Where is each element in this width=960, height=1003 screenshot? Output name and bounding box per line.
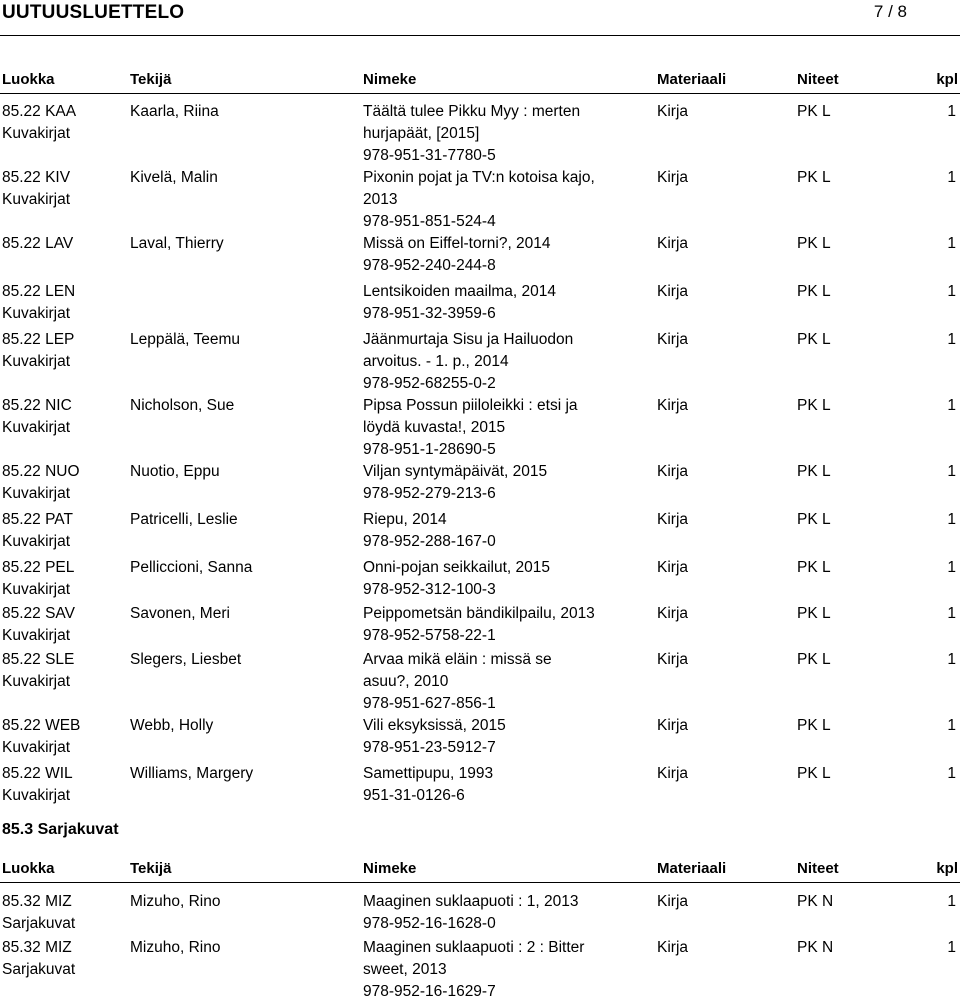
cell-nimeke-line: Täältä tulee Pikku Myy : merten xyxy=(363,103,581,120)
cell-materiaali: Kirja xyxy=(657,939,689,956)
cell-kpl: 1 xyxy=(947,765,956,782)
cell-luokka xyxy=(2,329,127,373)
cell-kpl: 1 xyxy=(947,605,956,622)
cell-niteet: PK L xyxy=(797,651,831,668)
cell-nimeke xyxy=(363,937,643,1003)
cell-materiaali: Kirja xyxy=(657,463,689,480)
cell-nimeke-line: Samettipupu, 1993 xyxy=(363,765,494,782)
cell-kpl: 1 xyxy=(947,331,956,348)
cell-nimeke xyxy=(363,649,643,715)
column-nimeke: Nimeke xyxy=(363,71,417,88)
column-kpl: kpl xyxy=(936,71,958,88)
column-header-rule-2 xyxy=(0,882,960,883)
cell-kpl: 1 xyxy=(947,397,956,414)
cell-materiaali: Kirja xyxy=(657,893,689,910)
cell-nimeke-line: Lentsikoiden maailma, 2014 xyxy=(363,283,557,300)
cell-luokka-line: 85.22 KAA xyxy=(2,103,77,120)
cell-kpl: 1 xyxy=(947,169,956,186)
cell-nimeke xyxy=(363,557,643,601)
column-header-row-1 xyxy=(0,71,960,93)
cell-nimeke-line: 978-951-31-7780-5 xyxy=(363,147,496,164)
cell-tekija: Mizuho, Rino xyxy=(130,893,221,910)
cell-nimeke xyxy=(363,101,643,167)
cell-luokka-line: Kuvakirjat xyxy=(2,787,71,804)
cell-luokka-line: Kuvakirjat xyxy=(2,353,71,370)
cell-tekija: Laval, Thierry xyxy=(130,235,224,252)
cell-luokka-line: 85.22 LAV xyxy=(2,235,74,252)
cell-nimeke-line: 978-951-627-856-1 xyxy=(363,695,496,712)
cell-materiaali: Kirja xyxy=(657,235,689,252)
cell-luokka xyxy=(2,461,127,505)
cell-luokka-line: Kuvakirjat xyxy=(2,533,71,550)
cell-kpl: 1 xyxy=(947,559,956,576)
column-kpl: kpl xyxy=(936,860,958,877)
cell-kpl: 1 xyxy=(947,939,956,956)
column-header-row-2 xyxy=(0,860,960,882)
cell-nimeke xyxy=(363,167,643,233)
cell-tekija: Nicholson, Sue xyxy=(130,397,235,414)
cell-nimeke-line: arvoitus. - 1. p., 2014 xyxy=(363,353,509,370)
cell-luokka-line: 85.22 WIL xyxy=(2,765,73,782)
cell-luokka xyxy=(2,281,127,325)
cell-nimeke xyxy=(363,763,643,807)
cell-tekija: Kivelä, Malin xyxy=(130,169,218,186)
cell-luokka-line: Sarjakuvat xyxy=(2,961,76,978)
cell-luokka-line: 85.22 NIC xyxy=(2,397,72,414)
column-luokka: Luokka xyxy=(2,71,55,88)
cell-tekija: Patricelli, Leslie xyxy=(130,511,238,528)
cell-nimeke-line: Arvaa mikä eläin : missä se xyxy=(363,651,552,668)
cell-nimeke-line: Pipsa Possun piiloleikki : etsi ja xyxy=(363,397,578,414)
cell-luokka-line: Kuvakirjat xyxy=(2,581,71,598)
cell-luokka xyxy=(2,101,127,145)
cell-materiaali: Kirja xyxy=(657,651,689,668)
cell-niteet: PK L xyxy=(797,463,831,480)
cell-materiaali: Kirja xyxy=(657,283,689,300)
cell-materiaali: Kirja xyxy=(657,717,689,734)
cell-niteet: PK N xyxy=(797,893,834,910)
cell-niteet: PK L xyxy=(797,605,831,622)
cell-luokka-line: Kuvakirjat xyxy=(2,191,71,208)
cell-nimeke xyxy=(363,603,643,647)
cell-luokka-line: Kuvakirjat xyxy=(2,125,71,142)
cell-kpl: 1 xyxy=(947,717,956,734)
cell-luokka xyxy=(2,557,127,601)
cell-niteet: PK L xyxy=(797,765,831,782)
cell-nimeke xyxy=(363,891,643,935)
cell-nimeke xyxy=(363,395,643,461)
cell-luokka-line: 85.22 LEN xyxy=(2,283,76,300)
cell-nimeke-line: 978-952-16-1629-7 xyxy=(363,983,496,1000)
cell-niteet: PK L xyxy=(797,169,831,186)
cell-luokka-line: Kuvakirjat xyxy=(2,305,71,322)
cell-tekija: Savonen, Meri xyxy=(130,605,230,622)
cell-nimeke xyxy=(363,509,643,553)
cell-nimeke-line: Viljan syntymäpäivät, 2015 xyxy=(363,463,548,480)
cell-kpl: 1 xyxy=(947,651,956,668)
cell-materiaali: Kirja xyxy=(657,605,689,622)
cell-nimeke-line: 978-952-240-244-8 xyxy=(363,257,496,274)
cell-luokka xyxy=(2,395,127,439)
cell-niteet: PK N xyxy=(797,939,834,956)
cell-nimeke-line: 978-951-23-5912-7 xyxy=(363,739,496,756)
cell-niteet: PK L xyxy=(797,397,831,414)
column-tekija: Tekijä xyxy=(130,860,172,877)
document-title: UUTUUSLUETTELO xyxy=(2,2,185,23)
cell-luokka-line: 85.22 KIV xyxy=(2,169,71,186)
cell-tekija: Nuotio, Eppu xyxy=(130,463,220,480)
cell-luokka-line: 85.22 WEB xyxy=(2,717,81,734)
cell-nimeke-line: 2013 xyxy=(363,191,398,208)
cell-tekija: Williams, Margery xyxy=(130,765,254,782)
cell-luokka-line: Kuvakirjat xyxy=(2,673,71,690)
cell-niteet: PK L xyxy=(797,283,831,300)
cell-luokka xyxy=(2,763,127,807)
cell-kpl: 1 xyxy=(947,235,956,252)
cell-nimeke-line: 978-952-279-213-6 xyxy=(363,485,496,502)
column-materiaali: Materiaali xyxy=(657,71,727,88)
cell-nimeke-line: 978-952-312-100-3 xyxy=(363,581,496,598)
cell-kpl: 1 xyxy=(947,283,956,300)
cell-nimeke-line: 978-952-16-1628-0 xyxy=(363,915,496,932)
cell-tekija: Slegers, Liesbet xyxy=(130,651,242,668)
cell-niteet: PK L xyxy=(797,103,831,120)
cell-niteet: PK L xyxy=(797,331,831,348)
cell-nimeke-line: 978-952-68255-0-2 xyxy=(363,375,496,392)
cell-niteet: PK L xyxy=(797,235,831,252)
cell-materiaali: Kirja xyxy=(657,511,689,528)
cell-luokka-line: 85.22 PEL xyxy=(2,559,75,576)
page-number: 7 / 8 xyxy=(873,2,907,21)
cell-luokka xyxy=(2,891,127,935)
cell-nimeke-line: 951-31-0126-6 xyxy=(363,787,465,804)
cell-luokka xyxy=(2,509,127,553)
header-rule xyxy=(0,35,960,36)
cell-nimeke-line: Pixonin pojat ja TV:n kotoisa kajo, xyxy=(363,169,595,186)
cell-luokka-line: 85.22 NUO xyxy=(2,463,80,480)
cell-nimeke-line: Peippometsän bändikilpailu, 2013 xyxy=(363,605,595,622)
page-header xyxy=(0,0,960,32)
column-nimeke: Nimeke xyxy=(363,860,417,877)
cell-luokka-line: Kuvakirjat xyxy=(2,485,71,502)
cell-luokka-line: 85.32 MIZ xyxy=(2,893,72,910)
cell-tekija: Mizuho, Rino xyxy=(130,939,221,956)
cell-luokka-line: 85.22 LEP xyxy=(2,331,75,348)
cell-materiaali: Kirja xyxy=(657,397,689,414)
cell-luokka xyxy=(2,715,127,759)
cell-nimeke xyxy=(363,281,643,325)
cell-materiaali: Kirja xyxy=(657,169,689,186)
cell-nimeke-line: 978-951-32-3959-6 xyxy=(363,305,496,322)
cell-luokka xyxy=(2,167,127,211)
cell-luokka-line: 85.22 SAV xyxy=(2,605,75,622)
column-header-rule-1 xyxy=(0,93,960,94)
cell-materiaali: Kirja xyxy=(657,559,689,576)
cell-nimeke xyxy=(363,233,643,277)
cell-tekija: Kaarla, Riina xyxy=(130,103,219,120)
cell-materiaali: Kirja xyxy=(657,103,689,120)
cell-kpl: 1 xyxy=(947,103,956,120)
cell-luokka-line: Kuvakirjat xyxy=(2,419,71,436)
cell-kpl: 1 xyxy=(947,463,956,480)
column-materiaali: Materiaali xyxy=(657,860,727,877)
cell-luokka xyxy=(2,233,127,255)
cell-kpl: 1 xyxy=(947,511,956,528)
column-tekija: Tekijä xyxy=(130,71,172,88)
cell-luokka-line: Sarjakuvat xyxy=(2,915,76,932)
column-niteet: Niteet xyxy=(797,860,839,877)
cell-kpl: 1 xyxy=(947,893,956,910)
cell-luokka-line: 85.22 SLE xyxy=(2,651,75,668)
cell-nimeke-line: 978-952-5758-22-1 xyxy=(363,627,496,644)
column-niteet: Niteet xyxy=(797,71,839,88)
cell-nimeke xyxy=(363,329,643,395)
cell-tekija: Pelliccioni, Sanna xyxy=(130,559,253,576)
cell-luokka xyxy=(2,649,127,693)
cell-nimeke-line: 978-952-288-167-0 xyxy=(363,533,496,550)
cell-nimeke-line: Vili eksyksissä, 2015 xyxy=(363,717,506,734)
cell-nimeke-line: Maaginen suklaapuoti : 1, 2013 xyxy=(363,893,579,910)
cell-nimeke-line: 978-951-1-28690-5 xyxy=(363,441,496,458)
cell-nimeke-line: Onni-pojan seikkailut, 2015 xyxy=(363,559,550,576)
cell-nimeke-line: 978-951-851-524-4 xyxy=(363,213,496,230)
column-luokka: Luokka xyxy=(2,860,55,877)
cell-nimeke-line: Maaginen suklaapuoti : 2 : Bitter xyxy=(363,939,585,956)
cell-nimeke-line: Riepu, 2014 xyxy=(363,511,447,528)
cell-nimeke-line: Jäänmurtaja Sisu ja Hailuodon xyxy=(363,331,574,348)
cell-luokka-line: 85.22 PAT xyxy=(2,511,73,528)
cell-niteet: PK L xyxy=(797,559,831,576)
cell-materiaali: Kirja xyxy=(657,331,689,348)
cell-materiaali: Kirja xyxy=(657,765,689,782)
cell-tekija: Webb, Holly xyxy=(130,717,214,734)
cell-luokka xyxy=(2,603,127,647)
cell-nimeke-line: asuu?, 2010 xyxy=(363,673,449,690)
cell-nimeke-line: Missä on Eiffel-torni?, 2014 xyxy=(363,235,551,252)
cell-luokka-line: Kuvakirjat xyxy=(2,739,71,756)
cell-nimeke-line: sweet, 2013 xyxy=(363,961,447,978)
cell-tekija: Leppälä, Teemu xyxy=(130,331,241,348)
cell-nimeke-line: hurjapäät, [2015] xyxy=(363,125,480,142)
cell-luokka-line: 85.32 MIZ xyxy=(2,939,72,956)
cell-niteet: PK L xyxy=(797,511,831,528)
section-title-sarjakuvat: 85.3 Sarjakuvat xyxy=(2,821,119,838)
cell-nimeke xyxy=(363,461,643,505)
cell-nimeke xyxy=(363,715,643,759)
cell-luokka xyxy=(2,937,127,981)
cell-luokka-line: Kuvakirjat xyxy=(2,627,71,644)
cell-nimeke-line: löydä kuvasta!, 2015 xyxy=(363,419,506,436)
cell-niteet: PK L xyxy=(797,717,831,734)
